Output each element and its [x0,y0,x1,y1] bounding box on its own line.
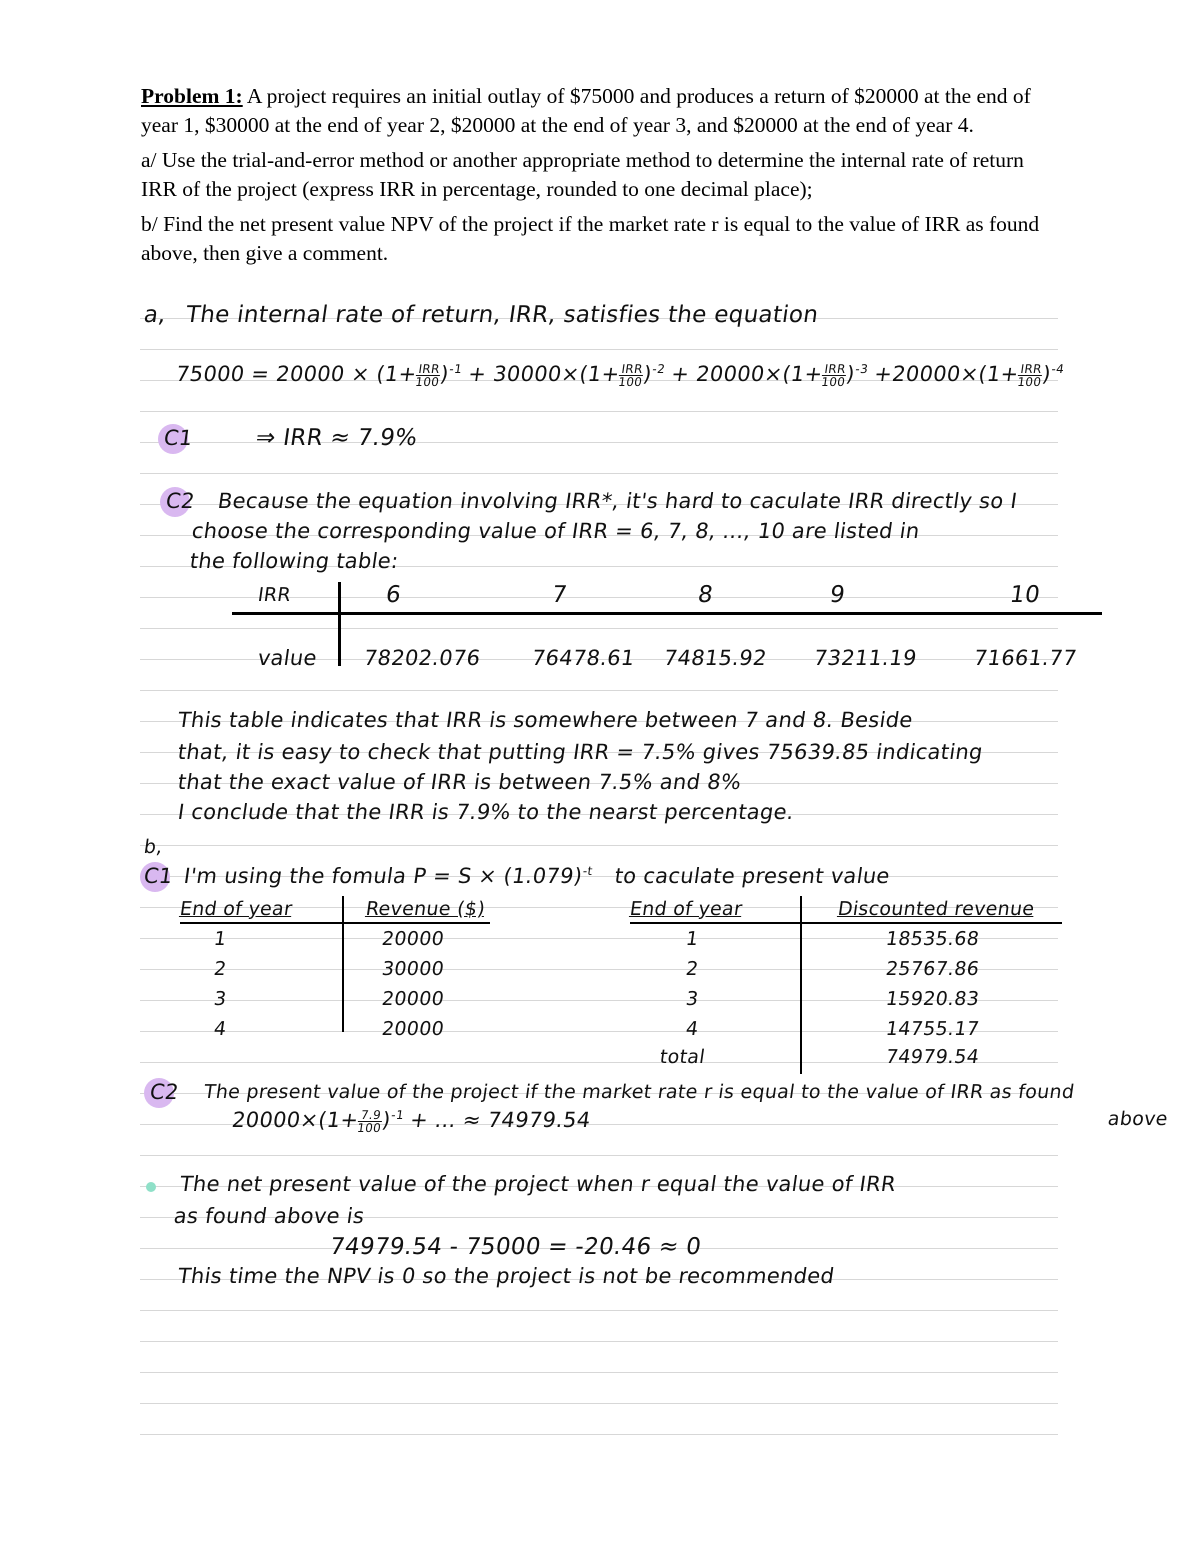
npv-calculation: 74979.54 - 75000 = -20.46 ≈ 0 [328,1234,703,1260]
revenue-col-year: End of year [178,898,294,920]
ruled-line [140,1403,1058,1404]
c1-label: C1 [162,426,195,450]
revenue-year: 3 [212,988,228,1010]
irr-cell: 9 [828,582,847,608]
ruled-line [140,349,1058,350]
equation-fraction-2 [618,363,645,388]
b-c2-expression: 20000×(1+ $\frac{7.9}{100}$ )$^{-1}$ + ... ≈ 74979.54 [230,1107,593,1135]
answer-b-label: b, [142,836,165,858]
revenue-year: 4 [212,1018,228,1040]
fraction-numerator: IRR [823,361,847,376]
conclusion-line-2: that, it is easy to check that putting IRR = 7.5% gives 75639.85 indicating [176,740,985,764]
discounted-year: 2 [684,958,700,980]
problem-part-b: b/ Find the net present value NPV of the project if the market rate r is equal to the value of IRR as found above, then give a comment. [141,212,1040,265]
npv-comment: This time the NPV is 0 so the project is not be recommended [176,1264,836,1288]
irr-cell: 10 [1008,582,1042,608]
answer-a-label: a, [142,302,168,328]
conclusion-line-4: I conclude that the IRR is 7.9% to the nearst percentage. [176,800,796,824]
exponent-4: -4 [1050,362,1066,376]
discounted-year: 3 [684,988,700,1010]
revenue-amount: 20000 [380,988,446,1010]
c2-line-3: the following table: [188,549,401,573]
npv-line-2: as found above is [172,1204,366,1228]
c2-expr: 20000×(1+ [230,1108,361,1132]
ruled-line [140,1434,1058,1435]
table-divider [338,582,341,666]
ruled-line [140,1155,1058,1156]
revenue-table-divider [342,896,344,1032]
fraction-denominator: 100 [1016,374,1043,389]
problem-heading: Problem 1: [141,84,243,108]
answer-a-intro: The internal rate of return, IRR, satisfies the equation [184,302,821,328]
value-cell: 73211.19 [812,646,919,670]
ruled-line [140,1310,1058,1311]
formula-tail: to caculate present value [613,864,892,888]
formula-exponent: -t [581,864,594,878]
exponent-3: -3 [854,362,870,376]
equation-term-4: +20000×(1+ [872,362,1021,386]
discounted-amount: 25767.86 [884,958,981,980]
value-row-label: value [256,646,319,670]
exponent-1: -1 [448,362,464,376]
fraction-numerator: IRR [417,361,441,376]
fraction-denominator: 100 [414,374,441,389]
fraction-numerator: IRR [1019,361,1043,376]
fraction-denominator: 100 [820,374,847,389]
c2-line-1: Because the equation involving IRR*, it's hard to caculate IRR directly so I [216,489,1019,513]
discounted-year: 1 [684,928,700,950]
fraction-denominator: 100 [617,374,644,389]
discounted-col-amount: Discounted revenue [836,898,1036,920]
irr-row-label: IRR [256,584,293,606]
problem-intro-text: A project requires an initial outlay of $75000 and produces a return of $20000 at the end of year 1, $30000 at the end of year 2, $20000 at the end of year 3, and $20000 at the end of year 4. [141,84,1031,137]
bullet-dot [146,1182,156,1192]
ruled-line [140,411,1058,412]
c2-fraction [356,1109,383,1134]
value-cell: 78202.076 [362,646,482,670]
irr-equation: 75000 = 20000 × (1+ $\frac{\text{IRR}}{100}$ )$^{-1}$ + 30000×(1+ $\frac{\text{IRR}}{100}$ )$^{-2}$ + 20000×(1+ $\frac{\text{IRR}}{100}$ )$^{-3}$ +20000×(1+ $\frac{\text{IRR}}{100}$ )$^{-4}$ [174,361,1066,389]
formula-line [182,864,891,888]
ruled-line [140,845,1058,846]
table-rule [232,612,1102,615]
c2-fraction-numerator: 7.9 [360,1107,383,1122]
ruled-line [140,473,1058,474]
discounted-total-label: total [658,1046,707,1068]
discounted-table-rule [630,922,1062,924]
formula-text: I'm using the fomula P = S × (1.079) [182,864,584,888]
discounted-amount: 15920.83 [884,988,981,1010]
b-c1-label: C1 [142,864,175,888]
value-cell: 76478.61 [530,646,637,670]
irr-cell: 8 [696,582,715,608]
c2-exponent: -1 [390,1108,405,1122]
revenue-amount: 20000 [380,928,446,950]
b-c2-label: C2 [148,1080,181,1104]
problem-intro [141,82,1061,140]
equation-fraction-3 [821,363,848,388]
revenue-amount: 20000 [380,1018,446,1040]
ruled-line [140,1341,1058,1342]
equation-term-2: + 30000×(1+ [466,362,622,386]
discounted-total-value: 74979.54 [884,1046,981,1068]
value-cell: 71661.77 [972,646,1079,670]
equation-fraction-4 [1017,363,1044,388]
c2-expr-tail: + ... ≈ 74979.54 [408,1108,593,1132]
ruled-line [140,628,1058,629]
irr-cell: 7 [550,582,569,608]
b-c2-line-1b: above [1106,1108,1170,1130]
problem-statement [141,82,1061,274]
revenue-year: 2 [212,958,228,980]
conclusion-line-3: that the exact value of IRR is between 7.5% and 8% [176,770,743,794]
revenue-col-amount: Revenue ($) [364,898,487,920]
irr-cell: 6 [384,582,403,608]
discounted-amount: 14755.17 [884,1018,981,1040]
revenue-year: 1 [212,928,228,950]
equation-lhs: 75000 = [174,362,271,386]
discounted-col-year: End of year [628,898,744,920]
equation-term-3: + 20000×(1+ [669,362,825,386]
equation-fraction-1 [415,363,442,388]
equation-term-1: 20000 × (1+ [274,362,419,386]
problem-part-a: a/ Use the trial-and-error method or another appropriate method to determine the internal rate of return IRR of the project (express IRR in percentage, rounded to one decimal place); [141,148,1024,201]
fraction-numerator: IRR [620,361,644,376]
c2-label: C2 [164,489,197,513]
discounted-table-divider [800,896,802,1074]
c1-result: ⇒ IRR ≈ 7.9% [254,425,420,451]
exponent-2: -2 [651,362,667,376]
value-cell: 74815.92 [662,646,769,670]
c2-line-2: choose the corresponding value of IRR = 6, 7, 8, ..., 10 are listed in [190,519,922,543]
discounted-year: 4 [684,1018,700,1040]
discounted-amount: 18535.68 [884,928,981,950]
revenue-amount: 30000 [380,958,446,980]
ruled-line [140,1372,1058,1373]
b-c2-line-1: The present value of the project if the market rate r is equal to the value of IRR as found [202,1081,1076,1103]
npv-line-1: The net present value of the project when r equal the value of IRR [178,1172,898,1196]
c2-fraction-denominator: 100 [356,1120,383,1135]
revenue-table-rule [180,922,490,924]
conclusion-line-1: This table indicates that IRR is somewhere between 7 and 8. Beside [176,708,915,732]
ruled-line [140,690,1058,691]
